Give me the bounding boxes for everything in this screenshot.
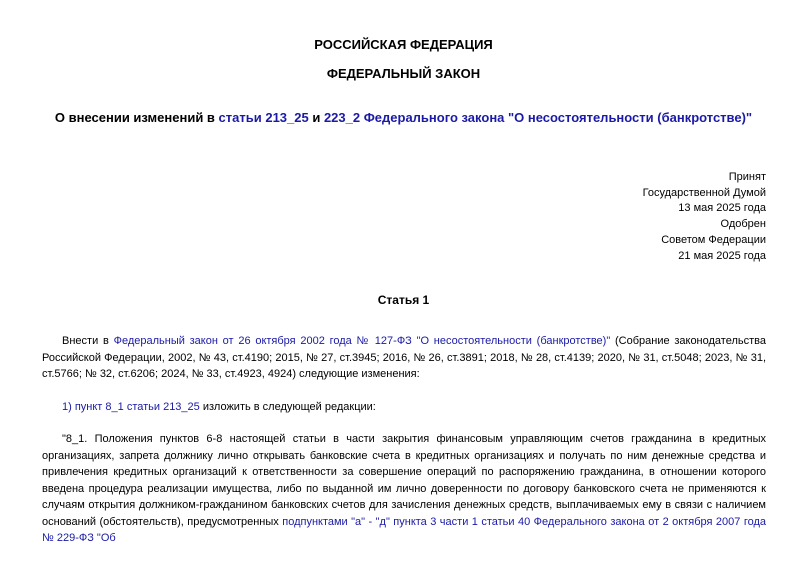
title-link-articles[interactable]: статьи 213_25: [218, 110, 309, 125]
country-heading: РОССИЙСКАЯ ФЕДЕРАЦИЯ: [314, 37, 493, 52]
law-title: [0, 110, 807, 125]
p3-link[interactable]: подпунктами "а" - "д" пункта 3 части 1 статьи 40 Федерального закона от 2 октября 2007 года № 229-ФЗ "Об: [42, 515, 766, 544]
adoption-line: Принят: [728, 171, 766, 183]
title-link-law[interactable]: 223_2 Федерального закона "О несостоятельности (банкротстве)": [323, 110, 753, 125]
p3-text: "8_1. Положения пунктов 6-8 настоящей статьи в части закрытия финансовым управляющим счетов гражданина в кредитных организациях, запрета должнику лично открывать банковские счета в кредитных организациях и получать по ним денежные средства и привлечения кредитных организаций к ответственности за совершение операций по распоряжению гражданина, в отношении которого введена процедура реализации имущества, либо по выданной им лично доверенности по договору банковского счета не применяются к случаям открытия должником-гражданином банковских счетов для зачисления денежных средств, выплачиваемых ему в связи с наличием оснований (обстоятельств), предусмотренных: [42, 433, 766, 528]
title-middle: и: [308, 110, 324, 125]
p2-suffix: изложить в следующей редакции:: [199, 401, 376, 413]
adoption-line: 21 мая 2025 года: [678, 249, 766, 262]
p1-law-link[interactable]: Федеральный закон от 26 октября 2002 года № 127-ФЗ "О несостоятельности (банкротстве)": [113, 335, 611, 347]
paragraph-item-1: [42, 399, 766, 416]
article-title: Статья 1: [377, 293, 430, 307]
p1-suffix: (Собрание законодательства Российской Федерации, 2002, № 43, ст.4190; 2015, № 27, ст.3945; 2016, № 26, ст.3891; 2018, № 28, ст.4139; 2020, № 31, ст.5048; 2023, № 31, ст.5766; № 32, ст.6206; 2024, № 33, ст.4923, 4924) следующие изменения:: [42, 335, 766, 380]
adoption-line: Одобрен: [720, 218, 766, 231]
adoption-block: [643, 170, 766, 264]
adoption-line: Государственной Думой: [642, 186, 766, 199]
adoption-line: 13 мая 2025 года: [678, 202, 766, 215]
paragraph-new-text: [42, 431, 766, 547]
p1-prefix: Внести в: [62, 335, 114, 347]
p2-number: 1): [62, 401, 75, 413]
adoption-line: Советом Федерации: [661, 233, 766, 246]
law-type-heading: ФЕДЕРАЛЬНЫЙ ЗАКОН: [326, 66, 481, 81]
paragraph-intro: [42, 333, 766, 383]
title-prefix: О внесении изменений в: [54, 110, 219, 125]
p2-link[interactable]: пункт 8_1 статьи 213_25: [74, 401, 200, 413]
